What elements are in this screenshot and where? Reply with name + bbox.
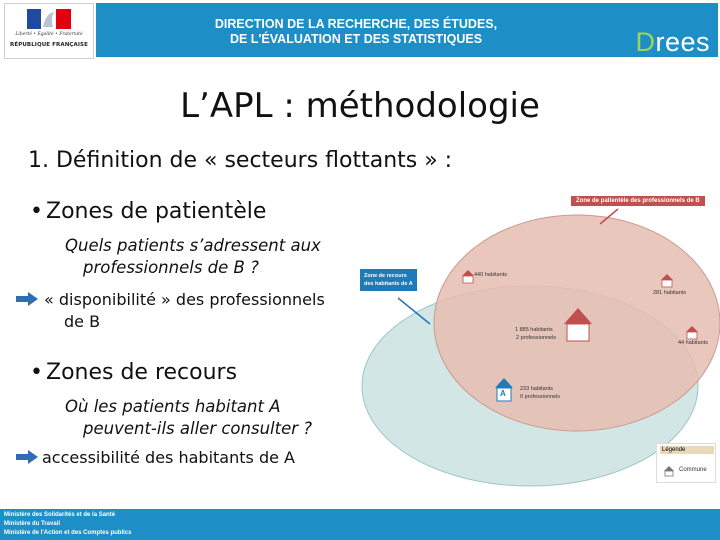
b-habitants: 1 885 habitants (515, 327, 553, 333)
a-habitants: 233 habitants (520, 386, 554, 392)
marker-a: A (500, 389, 506, 398)
marianne-flag-icon (27, 9, 71, 29)
rf-name: RÉPUBLIQUE FRANÇAISE (10, 42, 88, 48)
banner-title (206, 17, 506, 47)
drees-logo-d: D (635, 27, 656, 57)
b-professionnels: 2 professionnels (516, 335, 557, 341)
legend-house-icon (663, 465, 675, 477)
bullet-zones-patientele (30, 199, 266, 224)
drees-banner (96, 3, 718, 57)
legend-item-commune: Commune (679, 467, 707, 473)
banner-line-2: DE L'ÉVALUATION ET DES STATISTIQUES (229, 32, 483, 46)
slide-title: L’APL : méthodologie (180, 86, 540, 126)
rf-motto: Liberté • Égalité • Fraternité (15, 32, 83, 37)
right-arrow-icon (16, 292, 38, 306)
pop-440-label: 440 habitants (474, 272, 508, 278)
pop-281-label: 281 habitants (653, 290, 687, 296)
banner-line-1: DIRECTION DE LA RECHERCHE, DES ÉTUDES, (214, 17, 498, 31)
legend-title: Légende (660, 446, 714, 454)
drees-logo-rest: rees (655, 27, 710, 57)
patientele-question-1: Quels patients s’adressent aux (65, 236, 321, 255)
drees-logo (635, 27, 710, 58)
marker-b: B (574, 316, 581, 326)
zone-recours-label (360, 269, 417, 291)
section-heading: 1. Définition de « secteurs flottants » : (28, 148, 453, 173)
legend (656, 443, 716, 483)
bullet-dot-icon: • (30, 199, 43, 224)
patientele-result-2: de B (64, 312, 101, 331)
bullet-label: Zones de patientèle (46, 199, 267, 224)
recours-question-2: peuvent-ils aller consulter ? (83, 419, 313, 438)
footer-ministry-3: Ministère de l'Action et des Comptes publics (4, 530, 132, 536)
recours-question-1: Où les patients habitant A (65, 397, 281, 416)
pop-44-label: 44 habitants (678, 340, 708, 346)
zone-patientele-label: Zone de patientèle des professionnels de B (571, 196, 705, 206)
footer-ministry-2: Ministère du Travail (4, 521, 61, 527)
recours-result-1: accessibilité des habitants de A (42, 448, 295, 467)
patientele-result-1: « disponibilité » des professionnels (44, 290, 325, 309)
sector-diagram (350, 190, 720, 490)
zone-recours-label-line2: des habitants de A (364, 281, 413, 287)
patientele-question-2: professionnels de B ? (83, 258, 259, 277)
a-professionnels: 0 professionnels (520, 394, 561, 400)
right-arrow-icon (16, 450, 38, 464)
bullet-dot-icon: • (30, 360, 43, 385)
footer (0, 509, 720, 540)
zone-recours-label-line1: Zone de recours (364, 273, 407, 279)
header (0, 0, 720, 62)
republique-francaise-logo (4, 3, 94, 59)
bullet-label: Zones de recours (46, 360, 238, 385)
bullet-zones-recours (30, 360, 237, 385)
footer-ministry-1: Ministère des Solidarités et de la Santé (4, 512, 116, 518)
